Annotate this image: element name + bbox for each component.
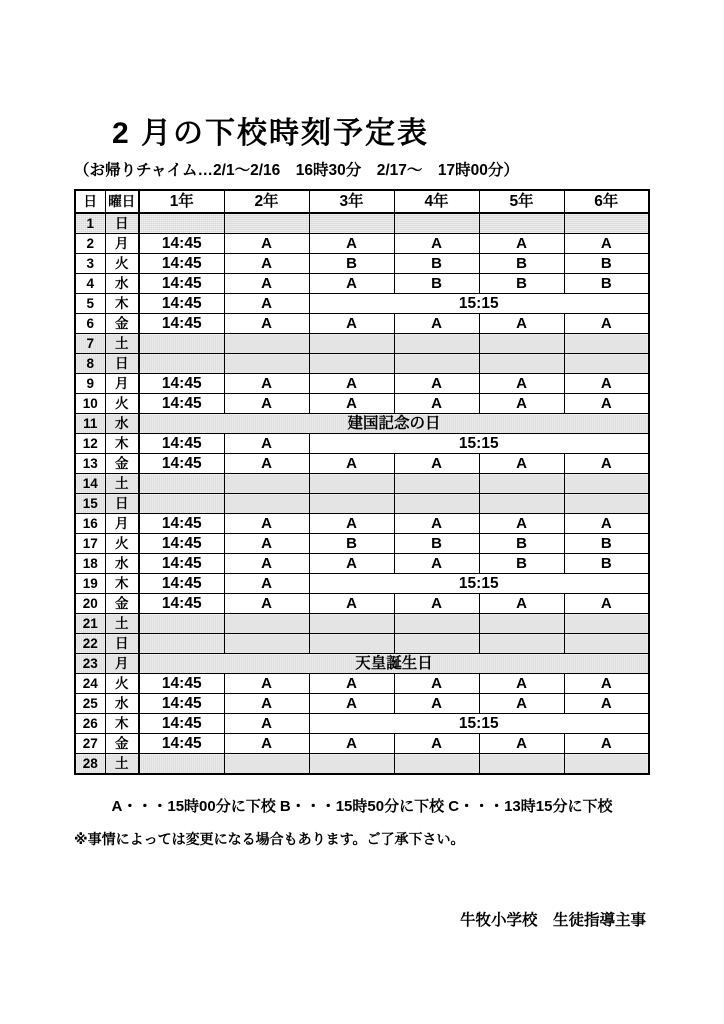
cell-grade-3-code: A: [309, 454, 394, 474]
cell-grade-4-code: A: [394, 694, 479, 714]
cell-grade-1-time: 14:45: [139, 394, 224, 414]
cell-grade-5-code: A: [479, 734, 564, 754]
cell-weekday: 火: [105, 394, 139, 414]
cell-no-school: [309, 474, 394, 494]
cell-grade-1-time: 14:45: [139, 274, 224, 294]
cell-grade-2-code: A: [224, 254, 309, 274]
cell-weekday: 金: [105, 314, 139, 334]
table-row: [75, 554, 649, 574]
cell-no-school: [224, 614, 309, 634]
cell-grade-1-time: 14:45: [139, 434, 224, 454]
cell-weekday: 水: [105, 554, 139, 574]
cell-merged-time: 15:15: [309, 714, 649, 734]
cell-grade-6-code: A: [564, 234, 649, 254]
cell-no-school: [309, 614, 394, 634]
cell-no-school: [479, 614, 564, 634]
cell-grade-1-time: 14:45: [139, 234, 224, 254]
cell-grade-2-code: A: [224, 714, 309, 734]
table-body: [75, 213, 649, 774]
cell-day-number: 12: [75, 434, 105, 454]
cell-grade-5-code: A: [479, 594, 564, 614]
cell-no-school: [394, 474, 479, 494]
cell-weekday: 月: [105, 374, 139, 394]
cell-day-number: 26: [75, 714, 105, 734]
cell-grade-5-code: B: [479, 274, 564, 294]
table-row: [75, 514, 649, 534]
table-header-row: [75, 190, 649, 213]
column-header-grade-2: 2年: [224, 190, 309, 213]
cell-grade-4-code: A: [394, 594, 479, 614]
cell-no-school: [139, 354, 224, 374]
cell-grade-2-code: A: [224, 294, 309, 314]
table-row: [75, 334, 649, 354]
table-row: [75, 254, 649, 274]
cell-day-number: 27: [75, 734, 105, 754]
cell-weekday: 金: [105, 734, 139, 754]
cell-grade-2-code: A: [224, 234, 309, 254]
cell-day-number: 17: [75, 534, 105, 554]
cell-no-school: [394, 614, 479, 634]
cell-weekday: 日: [105, 354, 139, 374]
chime-schedule-subtitle: （お帰りチャイム…2/1～2/16 16時30分 2/17～ 17時00分）: [74, 162, 519, 179]
cell-day-number: 1: [75, 213, 105, 234]
cell-grade-4-code: A: [394, 514, 479, 534]
cell-no-school: [479, 474, 564, 494]
cell-grade-6-code: B: [564, 534, 649, 554]
table-row: [75, 654, 649, 674]
cell-grade-5-code: A: [479, 674, 564, 694]
cell-no-school: [564, 354, 649, 374]
cell-no-school: [394, 494, 479, 514]
cell-day-number: 9: [75, 374, 105, 394]
cell-grade-1-time: 14:45: [139, 254, 224, 274]
cell-grade-5-code: A: [479, 694, 564, 714]
cell-grade-1-time: 14:45: [139, 594, 224, 614]
cell-day-number: 24: [75, 674, 105, 694]
cell-no-school: [309, 494, 394, 514]
cell-grade-3-code: B: [309, 254, 394, 274]
cell-weekday: 火: [105, 674, 139, 694]
cell-grade-2-code: A: [224, 314, 309, 334]
cell-day-number: 22: [75, 634, 105, 654]
cell-grade-1-time: 14:45: [139, 514, 224, 534]
cell-no-school: [564, 754, 649, 775]
cell-no-school: [139, 474, 224, 494]
cell-grade-3-code: A: [309, 314, 394, 334]
cell-grade-4-code: A: [394, 454, 479, 474]
cell-weekday: 土: [105, 754, 139, 775]
table-row: [75, 694, 649, 714]
cell-grade-1-time: 14:45: [139, 734, 224, 754]
column-header-grade-5: 5年: [479, 190, 564, 213]
cell-grade-1-time: 14:45: [139, 554, 224, 574]
cell-grade-2-code: A: [224, 554, 309, 574]
cell-no-school: [394, 354, 479, 374]
cell-grade-6-code: A: [564, 314, 649, 334]
cell-grade-2-code: A: [224, 694, 309, 714]
cell-day-number: 18: [75, 554, 105, 574]
cell-grade-2-code: A: [224, 434, 309, 454]
cell-grade-2-code: A: [224, 454, 309, 474]
cell-grade-4-code: A: [394, 394, 479, 414]
table-row: [75, 234, 649, 254]
cell-no-school: [309, 354, 394, 374]
cell-grade-1-time: 14:45: [139, 454, 224, 474]
cell-grade-3-code: A: [309, 694, 394, 714]
cell-no-school: [394, 213, 479, 234]
cell-no-school: [139, 614, 224, 634]
cell-day-number: 15: [75, 494, 105, 514]
cell-day-number: 28: [75, 754, 105, 775]
cell-no-school: [224, 213, 309, 234]
cell-grade-4-code: A: [394, 234, 479, 254]
cell-weekday: 水: [105, 414, 139, 434]
cell-no-school: [224, 354, 309, 374]
column-header-grade-3: 3年: [309, 190, 394, 213]
cell-day-number: 11: [75, 414, 105, 434]
cell-grade-2-code: A: [224, 734, 309, 754]
table-row: [75, 434, 649, 454]
cell-no-school: [479, 213, 564, 234]
cell-weekday: 日: [105, 494, 139, 514]
table-row: [75, 454, 649, 474]
cell-no-school: [309, 334, 394, 354]
cell-grade-1-time: 14:45: [139, 534, 224, 554]
cell-weekday: 月: [105, 514, 139, 534]
cell-grade-1-time: 14:45: [139, 674, 224, 694]
column-header-grade-4: 4年: [394, 190, 479, 213]
cell-grade-4-code: B: [394, 254, 479, 274]
cell-no-school: [479, 334, 564, 354]
table-row: [75, 634, 649, 654]
dismissal-code-legend: A・・・15時00分に下校 B・・・15時50分に下校 C・・・13時15分に下校: [111, 798, 613, 815]
cell-no-school: [564, 213, 649, 234]
cell-grade-1-time: 14:45: [139, 574, 224, 594]
table-row: [75, 294, 649, 314]
table-row: [75, 714, 649, 734]
cell-no-school: [139, 634, 224, 654]
cell-weekday: 木: [105, 714, 139, 734]
cell-grade-6-code: A: [564, 734, 649, 754]
table-row: [75, 414, 649, 434]
cell-weekday: 木: [105, 294, 139, 314]
school-signature: 牛牧小学校 生徒指導主事: [459, 912, 646, 929]
cell-day-number: 3: [75, 254, 105, 274]
table-row: [75, 614, 649, 634]
cell-grade-1-time: 14:45: [139, 294, 224, 314]
cell-grade-4-code: A: [394, 734, 479, 754]
cell-grade-5-code: B: [479, 554, 564, 574]
cell-grade-3-code: A: [309, 274, 394, 294]
cell-grade-5-code: A: [479, 514, 564, 534]
table-row: [75, 494, 649, 514]
table-row: [75, 534, 649, 554]
cell-day-number: 6: [75, 314, 105, 334]
cell-weekday: 金: [105, 454, 139, 474]
cell-grade-4-code: A: [394, 374, 479, 394]
cell-day-number: 2: [75, 234, 105, 254]
cell-grade-6-code: A: [564, 694, 649, 714]
column-header-grade-6: 6年: [564, 190, 649, 213]
cell-weekday: 水: [105, 694, 139, 714]
cell-weekday: 月: [105, 654, 139, 674]
cell-day-number: 13: [75, 454, 105, 474]
cell-weekday: 金: [105, 594, 139, 614]
cell-grade-1-time: 14:45: [139, 314, 224, 334]
cell-no-school: [479, 354, 564, 374]
cell-day-number: 16: [75, 514, 105, 534]
cell-grade-4-code: B: [394, 534, 479, 554]
cell-grade-5-code: A: [479, 454, 564, 474]
cell-grade-3-code: A: [309, 594, 394, 614]
cell-day-number: 25: [75, 694, 105, 714]
cell-grade-3-code: A: [309, 554, 394, 574]
cell-no-school: [564, 494, 649, 514]
table-row: [75, 734, 649, 754]
cell-weekday: 木: [105, 574, 139, 594]
cell-weekday: 土: [105, 474, 139, 494]
cell-grade-4-code: A: [394, 314, 479, 334]
cell-grade-3-code: A: [309, 734, 394, 754]
column-header-weekday: 曜日: [105, 190, 139, 213]
table-row: [75, 674, 649, 694]
cell-day-number: 19: [75, 574, 105, 594]
cell-grade-2-code: A: [224, 534, 309, 554]
cell-grade-3-code: A: [309, 514, 394, 534]
cell-no-school: [309, 634, 394, 654]
page-title: 2 月の下校時刻予定表: [112, 117, 430, 151]
cell-weekday: 土: [105, 334, 139, 354]
cell-grade-3-code: A: [309, 234, 394, 254]
cell-grade-4-code: A: [394, 674, 479, 694]
cell-day-number: 5: [75, 294, 105, 314]
cell-no-school: [224, 334, 309, 354]
cell-day-number: 14: [75, 474, 105, 494]
cell-weekday: 日: [105, 213, 139, 234]
table-header: [75, 190, 649, 213]
cell-weekday: 火: [105, 534, 139, 554]
cell-day-number: 8: [75, 354, 105, 374]
cell-no-school: [309, 213, 394, 234]
cell-grade-2-code: A: [224, 594, 309, 614]
cell-no-school: [394, 634, 479, 654]
cell-no-school: [309, 754, 394, 775]
cell-grade-5-code: A: [479, 374, 564, 394]
cell-grade-1-time: 14:45: [139, 714, 224, 734]
table-row: [75, 213, 649, 234]
cell-no-school: [224, 754, 309, 775]
cell-no-school: [139, 494, 224, 514]
cell-grade-6-code: A: [564, 394, 649, 414]
cell-merged-time: 15:15: [309, 294, 649, 314]
cell-no-school: [224, 474, 309, 494]
cell-day-number: 4: [75, 274, 105, 294]
cell-weekday: 月: [105, 234, 139, 254]
cell-weekday: 木: [105, 434, 139, 454]
cell-no-school: [479, 634, 564, 654]
cell-grade-2-code: A: [224, 674, 309, 694]
table-row: [75, 594, 649, 614]
column-header-day: 日: [75, 190, 105, 213]
cell-grade-1-time: 14:45: [139, 374, 224, 394]
cell-grade-5-code: A: [479, 314, 564, 334]
cell-weekday: 土: [105, 614, 139, 634]
cell-merged-time: 15:15: [309, 434, 649, 454]
cell-grade-2-code: A: [224, 374, 309, 394]
cell-no-school: [394, 754, 479, 775]
cell-no-school: [224, 634, 309, 654]
table-row: [75, 354, 649, 374]
table-row: [75, 394, 649, 414]
cell-no-school: [394, 334, 479, 354]
table-row: [75, 754, 649, 775]
cell-grade-4-code: B: [394, 274, 479, 294]
cell-no-school: [139, 334, 224, 354]
cell-grade-2-code: A: [224, 574, 309, 594]
cell-grade-6-code: A: [564, 374, 649, 394]
cell-day-number: 20: [75, 594, 105, 614]
cell-no-school: [224, 494, 309, 514]
cell-grade-2-code: A: [224, 514, 309, 534]
cell-grade-6-code: A: [564, 514, 649, 534]
table-row: [75, 374, 649, 394]
cell-grade-6-code: B: [564, 554, 649, 574]
cell-weekday: 水: [105, 274, 139, 294]
cell-grade-5-code: B: [479, 534, 564, 554]
cell-weekday: 日: [105, 634, 139, 654]
table-row: [75, 574, 649, 594]
cell-no-school: [479, 494, 564, 514]
disclaimer-note: ※事情によっては変更になる場合もあります。ご了承下さい。: [74, 831, 465, 847]
cell-grade-6-code: B: [564, 274, 649, 294]
cell-grade-3-code: A: [309, 394, 394, 414]
dismissal-schedule-table: [74, 189, 650, 775]
cell-grade-5-code: A: [479, 394, 564, 414]
cell-holiday-name: 建国記念の日: [139, 414, 649, 434]
cell-no-school: [139, 754, 224, 775]
cell-grade-5-code: A: [479, 234, 564, 254]
cell-grade-6-code: A: [564, 594, 649, 614]
cell-grade-1-time: 14:45: [139, 694, 224, 714]
schedule-table-container: [74, 189, 650, 775]
cell-grade-6-code: A: [564, 454, 649, 474]
cell-no-school: [564, 334, 649, 354]
cell-grade-6-code: B: [564, 254, 649, 274]
cell-no-school: [139, 213, 224, 234]
cell-day-number: 21: [75, 614, 105, 634]
column-header-grade-1: 1年: [139, 190, 224, 213]
cell-merged-time: 15:15: [309, 574, 649, 594]
table-row: [75, 274, 649, 294]
cell-grade-6-code: A: [564, 674, 649, 694]
table-row: [75, 314, 649, 334]
cell-grade-3-code: A: [309, 674, 394, 694]
cell-grade-2-code: A: [224, 274, 309, 294]
cell-weekday: 火: [105, 254, 139, 274]
cell-no-school: [564, 634, 649, 654]
cell-day-number: 7: [75, 334, 105, 354]
cell-holiday-name: 天皇誕生日: [139, 654, 649, 674]
cell-no-school: [564, 614, 649, 634]
cell-day-number: 23: [75, 654, 105, 674]
cell-day-number: 10: [75, 394, 105, 414]
cell-no-school: [564, 474, 649, 494]
table-row: [75, 474, 649, 494]
cell-grade-4-code: A: [394, 554, 479, 574]
cell-grade-3-code: B: [309, 534, 394, 554]
cell-no-school: [479, 754, 564, 775]
cell-grade-5-code: B: [479, 254, 564, 274]
cell-grade-2-code: A: [224, 394, 309, 414]
cell-grade-3-code: A: [309, 374, 394, 394]
